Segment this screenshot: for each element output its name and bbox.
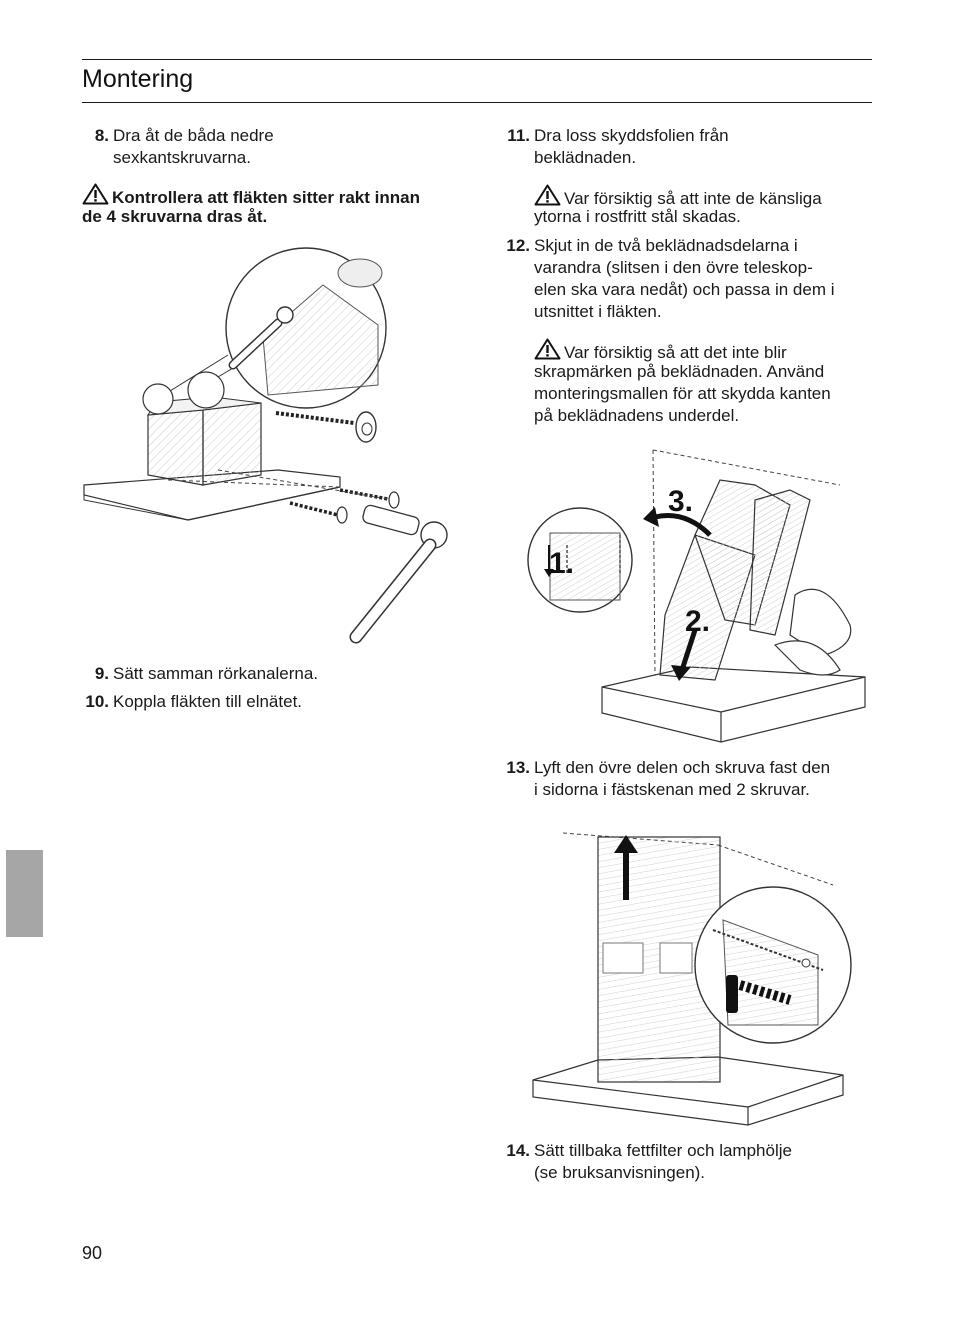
figure-step-label: 3. (668, 485, 694, 518)
step-text-line: varandra (slitsen i den övre teleskop- (534, 258, 813, 277)
header-bottom-rule (82, 102, 872, 103)
figure-tighten-screws (78, 245, 458, 645)
step-text-line: utsnittet i fläkten. (534, 302, 662, 321)
step-number: 12. (506, 236, 530, 255)
warning-triangle-icon (534, 338, 561, 360)
figure-lift-and-screw (528, 825, 853, 1130)
caution-text-line: ytorna i rostfritt stål skadas. (534, 207, 741, 226)
step-text-line: Lyft den övre delen och skruva fast den (534, 758, 831, 777)
step-text-line: Dra åt de båda nedre (113, 126, 274, 145)
caution-text-line: monteringsmallen för att skydda kanten (534, 384, 831, 403)
step-text-line: Dra loss skyddsfolien från (534, 126, 729, 145)
screw-icon (276, 412, 376, 442)
step-text-line: beklädnaden. (534, 148, 637, 167)
step-text-line: elen ska vara nedåt) och passa in dem i (534, 280, 835, 299)
figure-assemble-cover (525, 445, 870, 745)
figure-step-label: 2. (685, 605, 711, 638)
page-number: 90 (82, 1243, 103, 1263)
step-text-line: Koppla fläkten till elnätet. (113, 692, 303, 711)
caution-text-line: på beklädnadens underdel. (534, 406, 740, 425)
warning-triangle-icon (82, 183, 109, 205)
step-text-line: sexkantskruvarna. (113, 148, 251, 167)
step-text-line: Sätt samman rörkanalerna. (113, 664, 319, 683)
warning-text-line: de 4 skruvarna dras åt. (82, 207, 268, 226)
warning-text-line: Kontrollera att fläkten sitter rakt innan (112, 188, 420, 207)
step-number: 13. (506, 758, 530, 777)
step-number: 9. (94, 664, 109, 683)
warning-triangle-icon (534, 184, 561, 206)
step-number: 10. (85, 692, 109, 711)
screw-icon (290, 503, 347, 523)
step-number: 11. (507, 126, 530, 145)
step-number: 8. (94, 126, 109, 145)
caution-text-line: skrapmärken på beklädnaden. Använd (534, 362, 825, 381)
step-text-line: Skjut in de två beklädnadsdelarna i (534, 236, 798, 255)
caution-text-line: Var försiktig så att det inte blir (564, 343, 787, 362)
step-text-line: (se bruksanvisningen). (534, 1163, 706, 1182)
caution-text-line: Var försiktig så att inte de känsliga (564, 189, 822, 208)
header-top-rule (82, 59, 872, 60)
step-number: 14. (506, 1141, 530, 1160)
figure-step-label: 1. (549, 547, 575, 580)
step-text-line: Sätt tillbaka fettfilter och lamphölje (534, 1141, 792, 1160)
section-tab (6, 850, 43, 937)
ratchet-wrench-icon (356, 504, 447, 637)
step-text-line: i sidorna i fästskenan med 2 skruvar. (534, 780, 810, 799)
page-title: Montering (82, 65, 194, 93)
